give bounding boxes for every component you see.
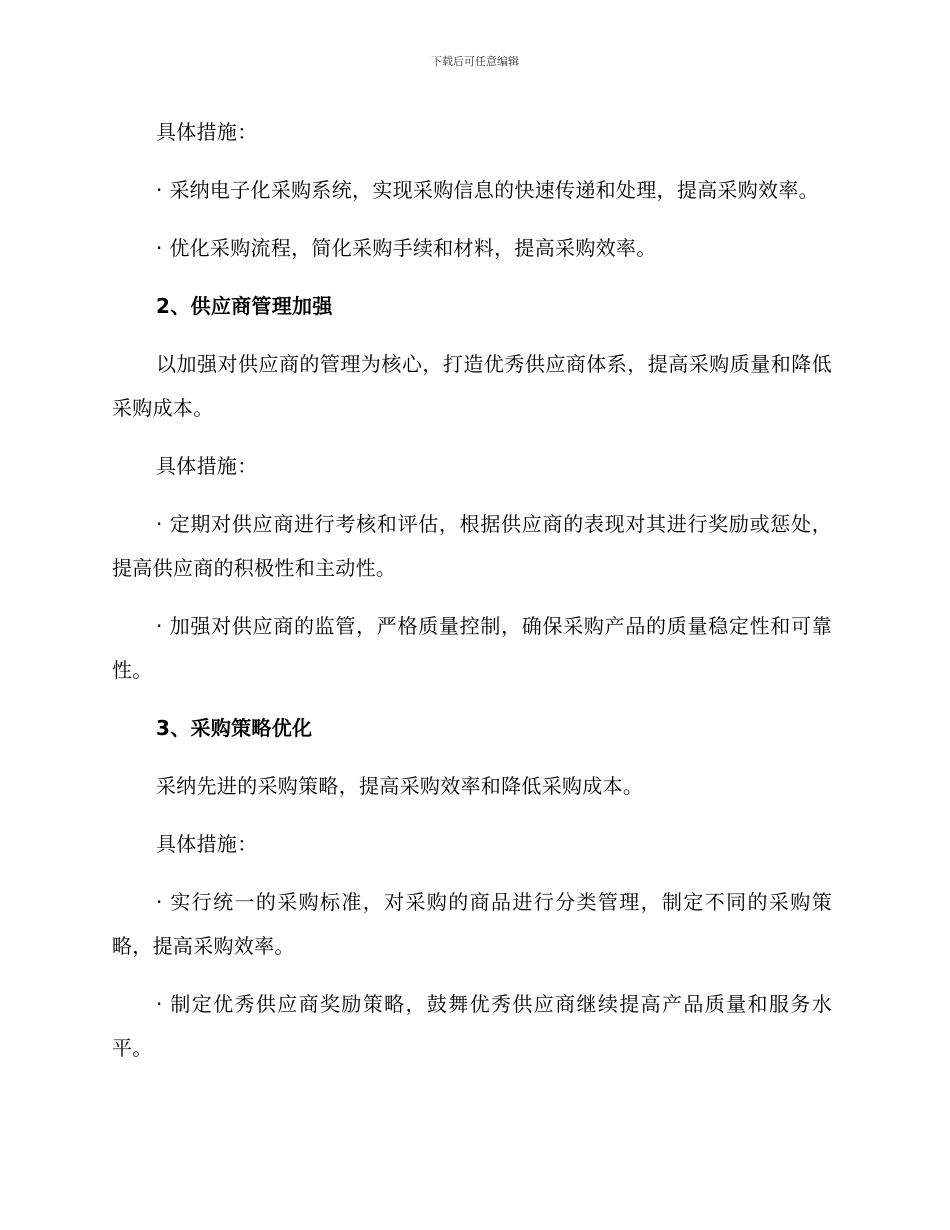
- measures-label: 具体措施：: [156, 454, 258, 478]
- document-body: [112, 110, 832, 1084]
- bullet-item: · 制定优秀供应商奖励策略，鼓舞优秀供应商继续提高产品质量和服务水平。: [112, 992, 832, 1060]
- section-heading: 3、采购策略优化: [156, 716, 313, 740]
- section-heading: 2、供应商管理加强: [156, 294, 333, 318]
- bullet-item: · 优化采购流程，简化采购手续和材料，提高采购效率。: [156, 236, 657, 260]
- bullet-item: · 加强对供应商的监管，严格质量控制，确保采购产品的质量稳定性和可靠性。: [112, 614, 832, 682]
- page-header: 下载后可任意编辑: [431, 55, 519, 68]
- body-paragraph: 以加强对供应商的管理为核心，打造优秀供应商体系，提高采购质量和降低采购成本。: [112, 352, 832, 420]
- measures-label: 具体措施：: [156, 832, 258, 856]
- bullet-item: · 实行统一的采购标准，对采购的商品进行分类管理，制定不同的采购策略，提高采购效率。: [112, 890, 832, 958]
- bullet-item: · 定期对供应商进行考核和评估，根据供应商的表现对其进行奖励或惩处，提高供应商的积极性和主动性。: [112, 512, 832, 580]
- body-paragraph: 采纳先进的采购策略，提高采购效率和降低采购成本。: [156, 774, 644, 798]
- bullet-item: · 采纳电子化采购系统，实现采购信息的快速传递和处理，提高采购效率。: [156, 178, 819, 202]
- measures-label: 具体措施：: [156, 120, 258, 144]
